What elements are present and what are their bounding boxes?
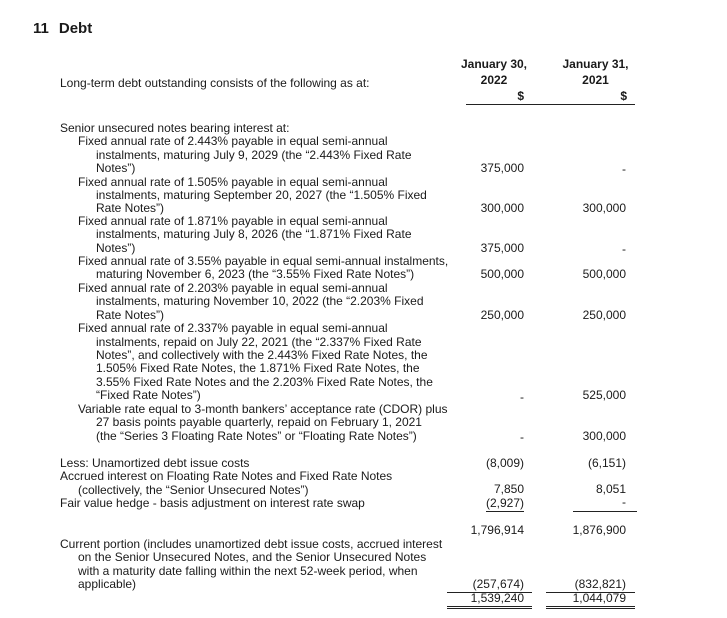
row-label: Current portion (includes unamortized debt issue costs, accrued interest [60,537,443,551]
row-value-2022: (8,009) [485,456,524,470]
column-header-2021-currency: $ [543,88,635,105]
row-label: Fair value hedge - basis adjustment on interest rate swap [60,496,365,510]
note-text-line: 1.505% Fixed Rate Notes, the 1.871% Fixed Rate Notes, the [96,361,420,375]
row-label-continued: with a maturity date falling within the next 52-week period, when [78,564,418,578]
note-text-line: 27 basis points payable quarterly, repaid on February 1, 2021 [96,415,422,429]
notes-heading: Senior unsecured notes bearing interest at: [60,121,290,135]
total-double-rule-2021-a [546,606,635,607]
row-label-continued: (collectively, the “Senior Unsecured Notes”) [78,483,309,497]
note-value-2022: - [520,390,524,404]
note-value-2022: 500,000 [480,267,524,281]
section-name: Debt [58,20,93,37]
section-title [33,20,92,37]
total-double-rule-2022-b [447,608,532,609]
note-value-2021: - [622,162,626,176]
note-text-line: Fixed annual rate of 1.871% payable in equal semi-annual [78,214,388,228]
row-label: Accrued interest on Floating Rate Notes and Fixed Rate Notes [60,469,393,483]
row-value-2022: (2,927) [485,496,524,510]
column-header-2022-date: January 30, [460,57,528,71]
note-value-2021: 500,000 [582,267,626,281]
note-text-line: Variable rate equal to 3-month bankers’ acceptance rate (CDOR) plus [78,402,448,416]
row-value-2021: (6,151) [587,456,626,470]
column-header-2021-year: 2021 [582,73,609,87]
note-text-line: Fixed annual rate of 2.203% payable in equal semi-annual [78,281,388,295]
total-2021: 1,044,079 [572,591,626,605]
note-value-2022: 375,000 [480,241,524,255]
section-number: 11 [33,20,49,37]
note-text-line: Fixed annual rate of 2.337% payable in equal semi-annual [78,321,388,335]
note-text-line: Fixed annual rate of 3.55% payable in equal semi-annual instalments, [78,254,449,268]
note-value-2021: 300,000 [582,429,626,443]
row-label-continued: applicable) [78,577,137,591]
note-text-line: maturing November 6, 2023 (the “3.55% Fixed Rate Notes”) [96,267,415,281]
note-text-line: instalments, repaid on July 22, 2021 (the “2.337% Fixed Rate [96,335,422,349]
note-text-line: (the “Series 3 Floating Rate Notes” or “Floating Rate Notes”) [96,429,417,443]
note-text-line: instalments, maturing July 8, 2026 (the “1.871% Fixed Rate [96,227,412,241]
note-value-2021: 250,000 [582,308,626,322]
note-value-2021: 525,000 [582,388,626,402]
note-text-line: “Fixed Rate Notes”) [96,388,201,402]
column-header-2022-year: 2022 [480,73,508,87]
total-2022: 1,539,240 [470,591,524,605]
current-portion-2022: (257,674) [472,577,524,591]
note-value-2021: - [622,242,626,256]
note-value-2022: 250,000 [480,308,524,322]
note-text-line: Notes”, and collectively with the 2.443% Fixed Rate Notes, the [96,348,428,362]
note-text-line: instalments, maturing November 10, 2022 (the “2.203% Fixed [96,294,424,308]
subtotal-rule-2021 [573,511,637,512]
note-text-line: instalments, maturing September 20, 2027 (the “1.505% Fixed [96,188,427,202]
column-header-2021-date: January 31, [562,57,629,71]
row-value-2021: 8,051 [595,482,626,496]
note-text-line: instalments, maturing July 9, 2029 (the “2.443% Fixed Rate [96,148,412,162]
row-label: Less: Unamortized debt issue costs [60,456,250,470]
note-value-2022: 300,000 [480,201,524,215]
row-value-2021: - [622,495,626,509]
note-text-line: Notes”) [96,241,136,255]
note-text-line: Rate Notes”) [96,201,165,215]
subtotal-2022: 1,796,914 [470,523,524,537]
intro-text: Long-term debt outstanding consists of the following as at: [60,76,370,90]
column-header-2022-currency: $ [466,88,544,105]
note-value-2021: 300,000 [582,201,626,215]
note-text-line: Fixed annual rate of 2.443% payable in equal semi-annual [78,134,388,148]
subtotal-2021: 1,876,900 [572,523,626,537]
note-value-2022: - [520,430,524,444]
column-header-2022 [444,56,544,105]
note-text-line: 3.55% Fixed Rate Notes and the 2.203% Fixed Rate Notes, the [96,375,433,389]
note-text-line: Notes”) [96,161,136,175]
total-double-rule-2022-a [447,606,532,607]
column-header-2021 [543,56,648,105]
row-value-2022: 7,850 [493,482,524,496]
note-text-line: Rate Notes”) [96,308,165,322]
row-label-continued: on the Senior Unsecured Notes, and the Senior Unsecured Notes [78,550,427,564]
current-portion-2021: (832,821) [574,577,626,591]
note-value-2022: 375,000 [480,161,524,175]
total-double-rule-2021-b [546,608,635,609]
note-text-line: Fixed annual rate of 1.505% payable in equal semi-annual [78,175,388,189]
